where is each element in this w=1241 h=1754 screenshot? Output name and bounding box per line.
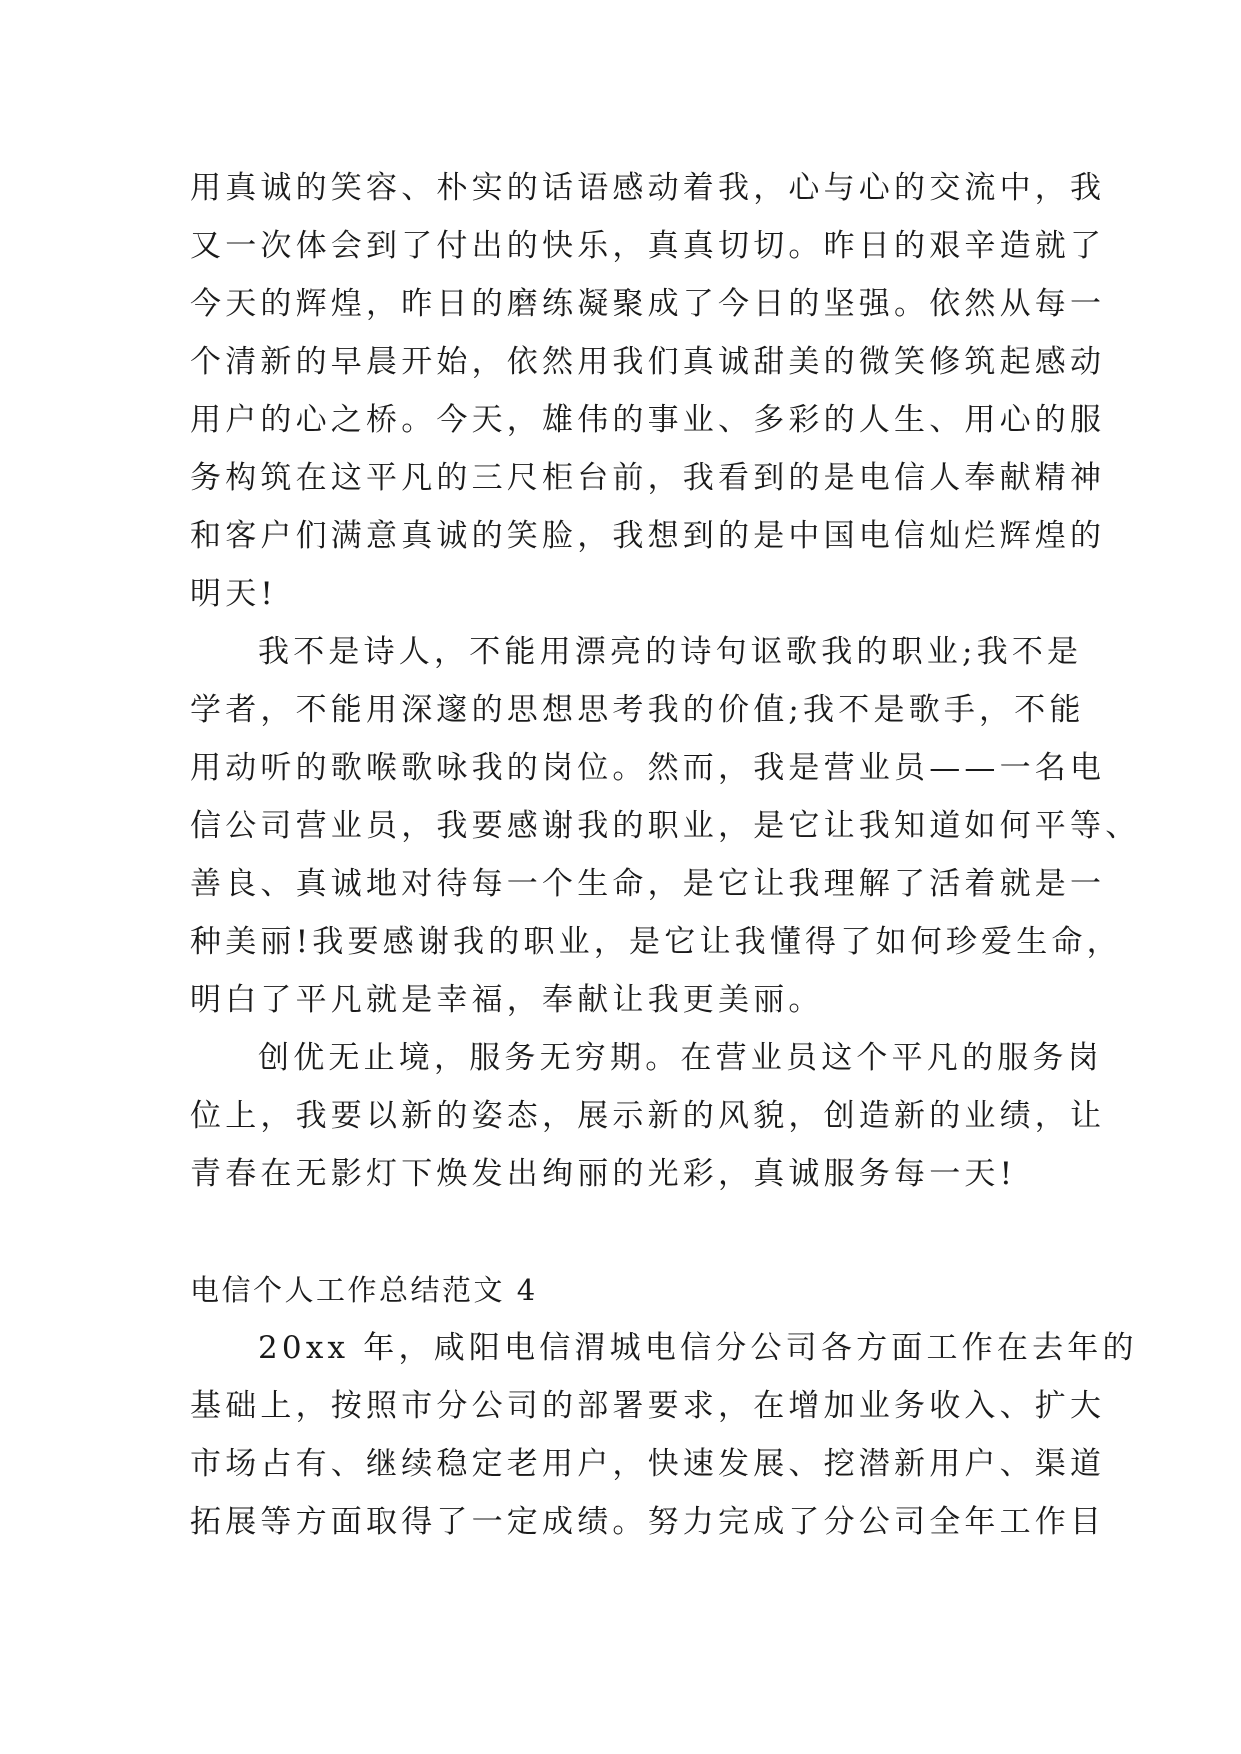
paragraph-2-line-6: 种美丽!我要感谢我的职业，是它让我懂得了如何珍爱生命，	[190, 924, 1122, 960]
paragraph-3-line-1: 创优无止境，服务无穷期。在营业员这个平凡的服务岗	[258, 1040, 1103, 1076]
paragraph-2-line-3: 用动听的歌喉歌咏我的岗位。然而，我是营业员——一名电	[190, 750, 1106, 786]
paragraph-2-line-2: 学者，不能用深邃的思想思考我的价值;我不是歌手，不能	[190, 692, 1085, 728]
paragraph-2-line-1: 我不是诗人，不能用漂亮的诗句讴歌我的职业;我不是	[258, 634, 1083, 670]
paragraph-1-line-2: 又一次体会到了付出的快乐，真真切切。昨日的艰辛造就了	[190, 228, 1106, 264]
section-paragraph-line-4: 拓展等方面取得了一定成绩。努力完成了分公司全年工作目	[190, 1504, 1106, 1540]
paragraph-1-line-7: 和客户们满意真诚的笑脸，我想到的是中国电信灿烂辉煌的	[190, 518, 1106, 554]
section-paragraph-line-1: 20xx 年，咸阳电信渭城电信分公司各方面工作在去年的	[258, 1330, 1138, 1366]
paragraph-2-line-4: 信公司营业员，我要感谢我的职业，是它让我知道如何平等、	[190, 808, 1141, 844]
paragraph-3-line-2: 位上，我要以新的姿态，展示新的风貌，创造新的业绩，让	[190, 1098, 1106, 1134]
section-heading: 电信个人工作总结范文 4	[190, 1273, 538, 1307]
section-paragraph-line-2: 基础上，按照市分公司的部署要求，在增加业务收入、扩大	[190, 1388, 1106, 1424]
paragraph-1-line-6: 务构筑在这平凡的三尺柜台前，我看到的是电信人奉献精神	[190, 460, 1106, 496]
paragraph-2-line-5: 善良、真诚地对待每一个生命，是它让我理解了活着就是一	[190, 866, 1106, 902]
paragraph-1-line-5: 用户的心之桥。今天，雄伟的事业、多彩的人生、用心的服	[190, 402, 1106, 438]
paragraph-1-line-1: 用真诚的笑容、朴实的话语感动着我，心与心的交流中，我	[190, 170, 1106, 206]
paragraph-2-line-7: 明白了平凡就是幸福，奉献让我更美丽。	[190, 982, 824, 1018]
paragraph-1-line-3: 今天的辉煌，昨日的磨练凝聚成了今日的坚强。依然从每一	[190, 286, 1106, 322]
paragraph-1-line-8: 明天!	[190, 576, 278, 612]
section-paragraph-line-3: 市场占有、继续稳定老用户，快速发展、挖潜新用户、渠道	[190, 1446, 1106, 1482]
paragraph-3-line-3: 青春在无影灯下焕发出绚丽的光彩，真诚服务每一天!	[190, 1156, 1017, 1192]
paragraph-1-line-4: 个清新的早晨开始，依然用我们真诚甜美的微笑修筑起感动	[190, 344, 1106, 380]
